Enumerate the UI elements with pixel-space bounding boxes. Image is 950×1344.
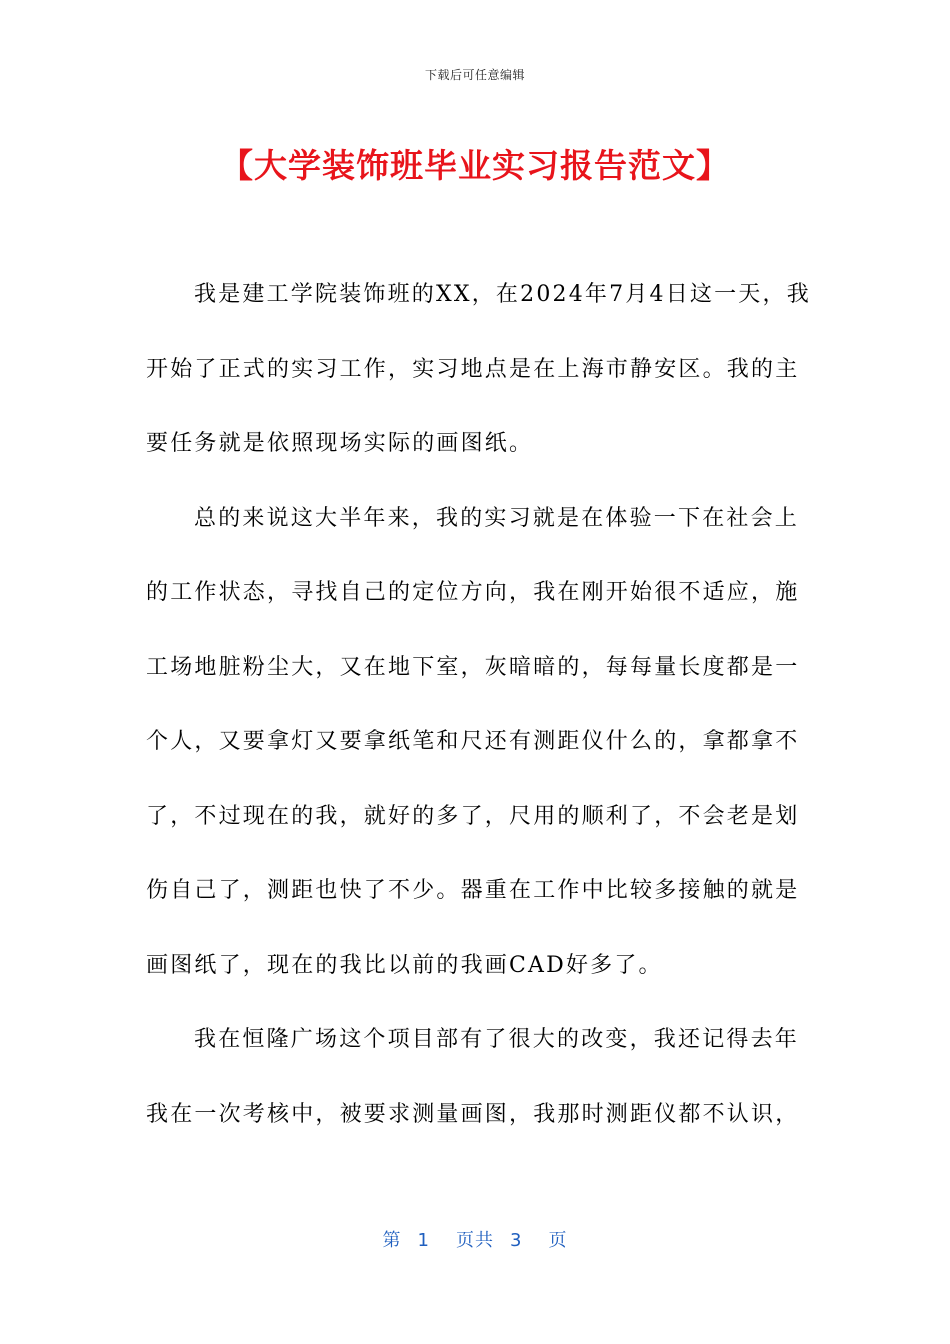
footer-page-suffix: 页	[548, 1230, 568, 1251]
paragraph-1-line-1: 我是建工学院装饰班的XX，在2024年7月4日这一天，我	[194, 282, 811, 307]
paragraph-2-line-4: 个人，又要拿灯又要拿纸笔和尺还有测距仪什么的，拿都拿不	[146, 729, 800, 754]
page-footer	[0, 1226, 950, 1252]
document-body	[146, 258, 811, 1152]
paragraph-3-line-1: 我在恒隆广场这个项目部有了很大的改变，我还记得去年	[194, 1027, 800, 1052]
paragraph-1-line-3: 要任务就是依照现场实际的画图纸。	[146, 431, 534, 456]
paragraph-2-line-5: 了，不过现在的我，就好的多了，尺用的顺利了，不会老是划	[146, 803, 800, 829]
paragraph-2-line-6: 伤自己了，测距也快了不少。器重在工作中比较多接触的就是	[146, 878, 800, 903]
paragraph-2-line-1: 总的来说这大半年来，我的实习就是在体验一下在社会上	[194, 505, 800, 531]
paragraph-2-line-7: 画图纸了，现在的我比以前的我画CAD好多了。	[146, 952, 663, 978]
paragraph-2-line-2: 的工作状态，寻找自己的定位方向，我在刚开始很不适应，施	[146, 580, 800, 605]
footer-page-mid: 页共	[456, 1230, 494, 1251]
paragraph-2-line-3: 工场地脏粉尘大，又在地下室，灰暗暗的，每每量长度都是一	[146, 654, 800, 680]
document-title: 【大学装饰班毕业实习报告范文】	[220, 146, 730, 185]
footer-page-prefix: 第	[382, 1230, 402, 1251]
header-note: 下载后可任意编辑	[424, 68, 525, 82]
paragraph-3-line-2: 我在一次考核中，被要求测量画图，我那时测距仪都不认识，	[146, 1101, 800, 1127]
footer-page-number: 1	[417, 1230, 430, 1251]
footer-total-pages: 3	[510, 1230, 523, 1251]
paragraph-1-line-2: 开始了正式的实习工作，实习地点是在上海市静安区。我的主	[146, 356, 800, 382]
